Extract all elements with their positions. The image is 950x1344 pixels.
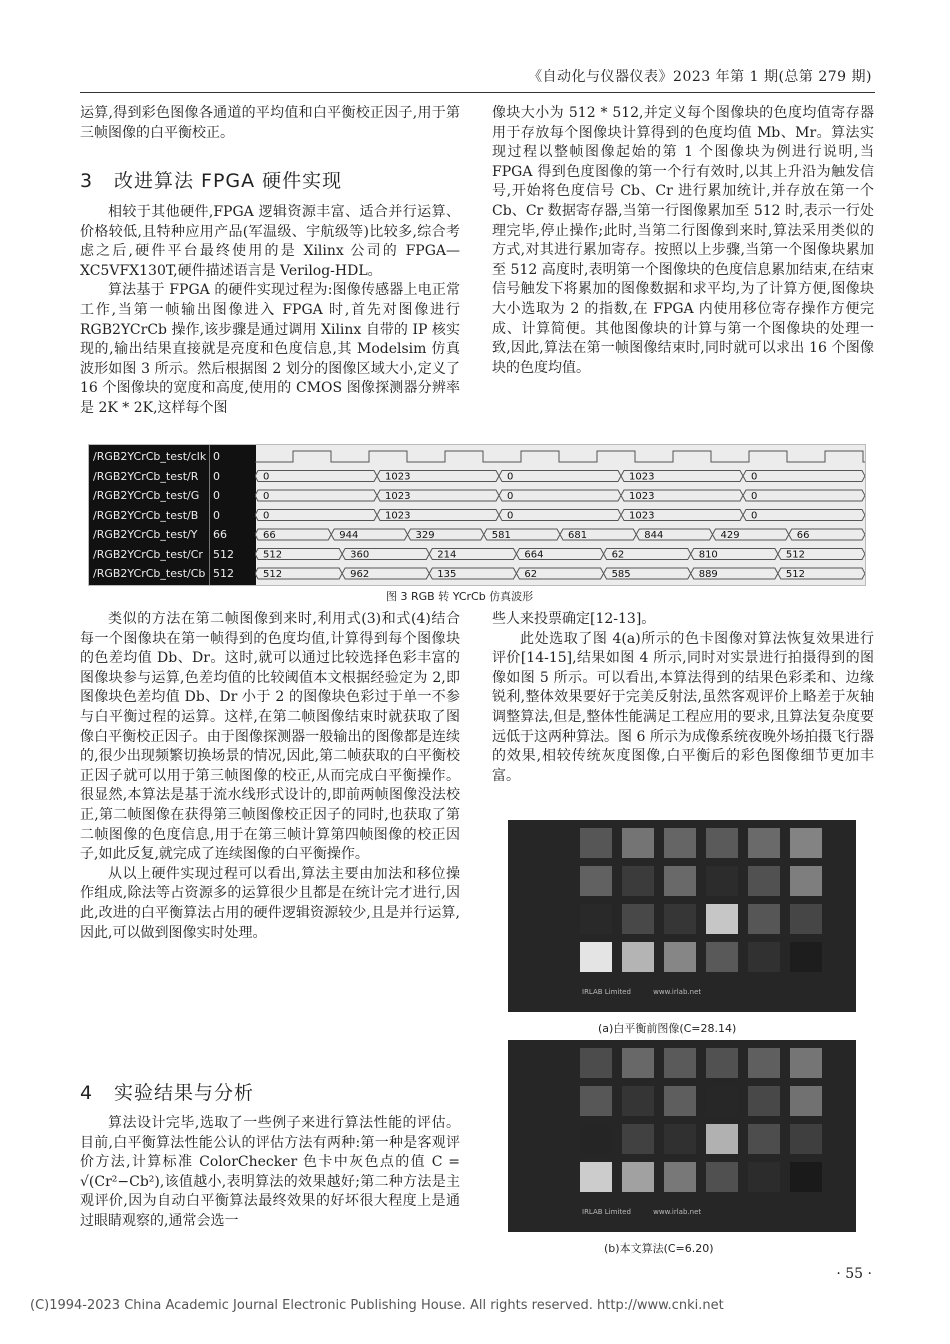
color-patch bbox=[790, 1124, 822, 1154]
color-patch bbox=[580, 1086, 612, 1116]
bus-value-label: 0 bbox=[263, 491, 270, 502]
color-patch bbox=[580, 1162, 612, 1192]
bus-value-label: 681 bbox=[568, 530, 588, 541]
bus-value-label: 512 bbox=[785, 569, 805, 580]
color-patch bbox=[790, 1086, 822, 1116]
bus-value-label: 1023 bbox=[629, 471, 655, 483]
color-patch bbox=[622, 1086, 654, 1116]
bus-segment bbox=[743, 490, 865, 501]
paragraph: 像块大小为 512 * 512,并定义每个图像块的色度均值寄存器用于存放每个图像块计算得到的色度均值 Mb、Mr。算法实现过程以整帧图像起始的第 1 个图像块为例进行说明,当 FPGA 得到色度图像的第一个行有效时,以其上升沿为触发信号,开始将色度信号 Cb、Cr 进行累加统计,并存放在第一个 Cb、Cr 数据寄存器,当第一行图像累加至 512 时,表示一行处理完毕,停止操作;此时,当第二行图像到来时,算法采用类似的方式,对其进行累加寄存。按照以上步骤,当第一个图像块累加至 512 高度时,表明第一个图像块的色度信息累加结束,在结束信号触发下将累加的图像数据和求平均,为了计算方便,图像块大小选取为 2 的指数,在 FPGA 内使用移位寄存操作方便完成、计算简便。其他图像块的计算与第一个图像块的处理一致,因此,算法在第一帧图像结束时,同时就可以求出 16 个图像块的色度均值。 bbox=[492, 105, 874, 376]
color-patch bbox=[580, 1048, 612, 1078]
signal-name: /RGB2YCrCb_test/G bbox=[93, 489, 200, 502]
waveform-plot bbox=[255, 445, 865, 585]
signal-name: /RGB2YCrCb_test/B bbox=[93, 508, 199, 522]
bus-segment bbox=[743, 510, 865, 521]
left-column-body bbox=[80, 203, 460, 419]
color-patch bbox=[664, 866, 696, 896]
bus-value-label: 810 bbox=[698, 549, 718, 561]
color-patch bbox=[706, 1124, 738, 1154]
color-patch bbox=[790, 1048, 822, 1078]
color-patch bbox=[664, 828, 696, 858]
color-patch bbox=[580, 942, 612, 972]
bus-value-label: 135 bbox=[437, 569, 457, 580]
bus-value-label: 0 bbox=[507, 491, 514, 502]
color-patch bbox=[790, 904, 822, 934]
section-number: 4 bbox=[80, 1082, 94, 1104]
right-column-upper bbox=[492, 104, 874, 378]
color-patch bbox=[664, 1048, 696, 1078]
color-patch bbox=[748, 1124, 780, 1154]
signal-value: 0 bbox=[213, 469, 220, 483]
color-patch bbox=[790, 1162, 822, 1192]
color-patch bbox=[580, 828, 612, 858]
color-patch bbox=[748, 828, 780, 858]
bus-segment bbox=[499, 510, 621, 521]
bus-value-label: 360 bbox=[350, 549, 370, 561]
signal-name: /RGB2YCrCb_test/Cb bbox=[93, 567, 206, 580]
bus-value-label: 0 bbox=[751, 510, 758, 522]
color-patch bbox=[790, 828, 822, 858]
copyright-footer: (C)1994-2023 China Academic Journal Electronic Publishing House. All rights reserved. http://www.cnki.net bbox=[30, 1298, 724, 1313]
bus-value-label: 0 bbox=[751, 491, 758, 502]
color-patch bbox=[622, 1048, 654, 1078]
section-title: 实验结果与分析 bbox=[114, 1082, 255, 1104]
signal-value: 0 bbox=[213, 489, 220, 502]
bus-value-label: 512 bbox=[263, 569, 283, 580]
left-column-upper bbox=[80, 104, 460, 143]
paragraph: 类似的方法在第二帧图像到来时,利用式(3)和式(4)结合每一个图像块在第一帧得到的色度均值,计算得到每个图像块的色差均值 Db、Dr。这时,就可以通过比较选择色彩丰富的图像块参与运算,色差均值的比较阈值本文根据经验定为 2,即图像块色差均值 Db、Dr 小于 2 的图像块色彩过于单一不参与白平衡过程的运算。这样,在第二帧图像结束时就获取了图像白平衡校正因子。由于图像探测器一般输出的图像都是连续的,很少出现频繁切换场景的情况,因此,第二帧获取的白平衡校正因子就可以用于第三帧图像的校正,从而完成白平衡操作。很显然,本算法是基于流水线形式设计的,即前两帧图像没法校正,第二帧图像在获得第三帧图像校正因子的同时,也获取了第二帧图像的色度信息,用于在第三帧计算第四帧图像的校正因子,如此反复,就完成了连续图像的白平衡操作。 bbox=[80, 611, 460, 863]
color-patch bbox=[664, 1086, 696, 1116]
waveform-figure bbox=[88, 444, 866, 586]
bus-value-label: 66 bbox=[796, 530, 810, 541]
bus-value-label: 214 bbox=[437, 549, 457, 561]
bus-segment bbox=[255, 510, 377, 521]
color-patch bbox=[580, 866, 612, 896]
color-patch bbox=[622, 828, 654, 858]
color-patch bbox=[706, 1162, 738, 1192]
figure3-caption: 图 3 RGB 转 YCrCb 仿真波形 bbox=[386, 590, 534, 603]
color-patch bbox=[622, 1124, 654, 1154]
journal-header: 《自动化与仪器仪表》2023 年第 1 期(总第 279 期) bbox=[528, 69, 872, 85]
section-number: 3 bbox=[80, 170, 94, 192]
color-patch bbox=[790, 942, 822, 972]
figure4a-caption: (a)白平衡前图像(C=28.14) bbox=[598, 1022, 737, 1035]
bus-value-label: 0 bbox=[263, 471, 270, 483]
bus-value-label: 62 bbox=[524, 569, 538, 580]
color-patch bbox=[664, 1124, 696, 1154]
bus-value-label: 581 bbox=[491, 530, 511, 541]
color-patch bbox=[706, 1086, 738, 1116]
bus-value-label: 0 bbox=[507, 510, 514, 522]
bus-value-label: 664 bbox=[524, 549, 544, 561]
color-patch bbox=[622, 1162, 654, 1192]
bus-value-label: 944 bbox=[339, 530, 359, 541]
signal-name: /RGB2YCrCb_test/clk bbox=[93, 450, 207, 463]
color-patch bbox=[748, 866, 780, 896]
signal-name: /RGB2YCrCb_test/R bbox=[93, 469, 199, 483]
photo-watermark: IRLAB Limited www.irlab.net bbox=[582, 1208, 702, 1216]
bus-value-label: 1023 bbox=[385, 510, 411, 522]
bus-value-label: 889 bbox=[698, 569, 718, 580]
bus-value-label: 1023 bbox=[629, 491, 655, 502]
right-column-lower bbox=[492, 610, 874, 786]
bus-segment bbox=[255, 490, 377, 501]
section-3-heading bbox=[80, 166, 342, 193]
bus-segment bbox=[499, 490, 621, 501]
color-patch bbox=[706, 1048, 738, 1078]
colorchecker-photo-before bbox=[508, 820, 856, 1012]
color-patch bbox=[622, 866, 654, 896]
bus-value-label: 962 bbox=[350, 569, 370, 580]
paragraph: 算法基于 FPGA 的硬件实现过程为:图像传感器上电正常工作,当第一帧输出图像进入 FPGA 时,首先对图像进行 RGB2YCrCb 操作,该步骤是通过调用 Xilinx 自带的 IP 核实现的,输出结果直接就是亮度和色度信息,其 Modelsim 仿真波形如图 3 所示。然后根据图 2 划分的图像区域大小,定义了 16 个图像块的宽度和高度,使用的 CMOS 图像探测器分辨率是 2K * 2K,这样每个图 bbox=[80, 282, 460, 416]
colorchecker-photo-after bbox=[508, 1040, 856, 1232]
color-patch bbox=[580, 1124, 612, 1154]
signal-value: 512 bbox=[213, 567, 234, 580]
bus-value-label: 429 bbox=[720, 530, 740, 541]
paragraph: 相较于其他硬件,FPGA 逻辑资源丰富、适合并行运算、价格较低,且特种应用产品(军温级、宇航级等)比较多,综合考虑之后,硬件平台最终使用的是 Xilinx 公司的 FPGA—XC5VFX130T,硬件描述语言是 Verilog-HDL。 bbox=[80, 204, 460, 279]
signal-name: /RGB2YCrCb_test/Y bbox=[93, 528, 198, 541]
bus-value-label: 62 bbox=[611, 549, 625, 561]
bus-value-label: 1023 bbox=[385, 471, 411, 483]
left-column-lower bbox=[80, 610, 460, 943]
color-patch bbox=[664, 904, 696, 934]
signal-value: 512 bbox=[213, 547, 234, 561]
bus-value-label: 329 bbox=[415, 530, 435, 541]
bus-segment bbox=[743, 471, 865, 482]
photo-watermark: IRLAB Limited www.irlab.net bbox=[582, 988, 702, 996]
section-title: 改进算法 FPGA 硬件实现 bbox=[114, 170, 343, 192]
color-patch bbox=[748, 1162, 780, 1192]
color-patch bbox=[706, 866, 738, 896]
color-patch bbox=[622, 904, 654, 934]
section-4-heading bbox=[80, 1078, 254, 1105]
paragraph: 算法设计完毕,选取了一些例子来进行算法性能的评估。目前,白平衡算法性能公认的评估方法有两种:第一种是客观评价方法,计算标准 ColorChecker 色卡中灰色点的值 C = √(Cr²−Cb²),该值越小,表明算法的效果越好;第二种方法是主观评价,因为自动白平衡算法最终效果的好坏很大程度上是通过眼睛观察的,通常会选一 bbox=[80, 1115, 460, 1229]
signal-name: /RGB2YCrCb_test/Cr bbox=[93, 547, 203, 561]
bus-segment bbox=[499, 471, 621, 482]
clock-wave bbox=[255, 451, 865, 462]
color-patch bbox=[580, 904, 612, 934]
color-patch bbox=[706, 942, 738, 972]
bus-value-label: 0 bbox=[751, 471, 758, 483]
signal-value: 0 bbox=[213, 508, 220, 522]
color-patch bbox=[748, 1086, 780, 1116]
color-patch bbox=[664, 1162, 696, 1192]
paragraph: 此处选取了图 4(a)所示的色卡图像对算法恢复效果进行评价[14-15],结果如图 4 所示,同时对实景进行拍摄得到的图像如图 5 所示。可以看出,本算法得到的结果色彩柔和、边缘锐利,整体效果要好于完美反射法,虽然客观评价上略差于灰轴调整算法,但是,整体性能满足工程应用的要求,且算法复杂度要远低于这两种算法。图 6 所示为成像系统夜晚外场拍摄飞行器的效果,相较传统灰度图像,白平衡后的彩色图像细节更加丰富。 bbox=[492, 630, 874, 784]
bus-segment bbox=[255, 471, 377, 482]
header-rule bbox=[80, 92, 875, 93]
bus-value-label: 844 bbox=[644, 530, 664, 541]
signal-value: 0 bbox=[213, 450, 220, 463]
bus-value-label: 512 bbox=[263, 549, 283, 561]
bus-value-label: 1023 bbox=[629, 510, 655, 522]
left-column-section4 bbox=[80, 1114, 460, 1232]
signal-value: 66 bbox=[213, 528, 227, 541]
bus-value-label: 1023 bbox=[385, 491, 411, 502]
intro-paragraph: 运算,得到彩色图像各通道的平均值和白平衡校正因子,用于第三帧图像的白平衡校正。 bbox=[80, 105, 460, 141]
color-patch bbox=[664, 942, 696, 972]
bus-value-label: 512 bbox=[785, 549, 805, 561]
color-patch bbox=[706, 904, 738, 934]
bus-value-label: 0 bbox=[507, 471, 514, 483]
color-patch bbox=[748, 904, 780, 934]
bus-value-label: 0 bbox=[263, 510, 270, 522]
paragraph: 些人来投票确定[12-13]。 bbox=[492, 611, 656, 627]
figure4b-caption: (b)本文算法(C=6.20) bbox=[604, 1242, 714, 1255]
color-patch bbox=[790, 866, 822, 896]
page-number: · 55 · bbox=[836, 1266, 872, 1282]
paragraph: 从以上硬件实现过程可以看出,算法主要由加法和移位操作组成,除法等占资源多的运算很少且都是在统计完才进行,因此,改进的白平衡算法占用的硬件逻辑资源较少,且是并行运算,因此,可以做到图像实时处理。 bbox=[80, 865, 460, 941]
color-patch bbox=[622, 942, 654, 972]
color-patch bbox=[706, 828, 738, 858]
color-patch bbox=[748, 942, 780, 972]
bus-value-label: 585 bbox=[611, 569, 631, 580]
bus-value-label: 66 bbox=[263, 530, 276, 541]
color-patch bbox=[748, 1048, 780, 1078]
